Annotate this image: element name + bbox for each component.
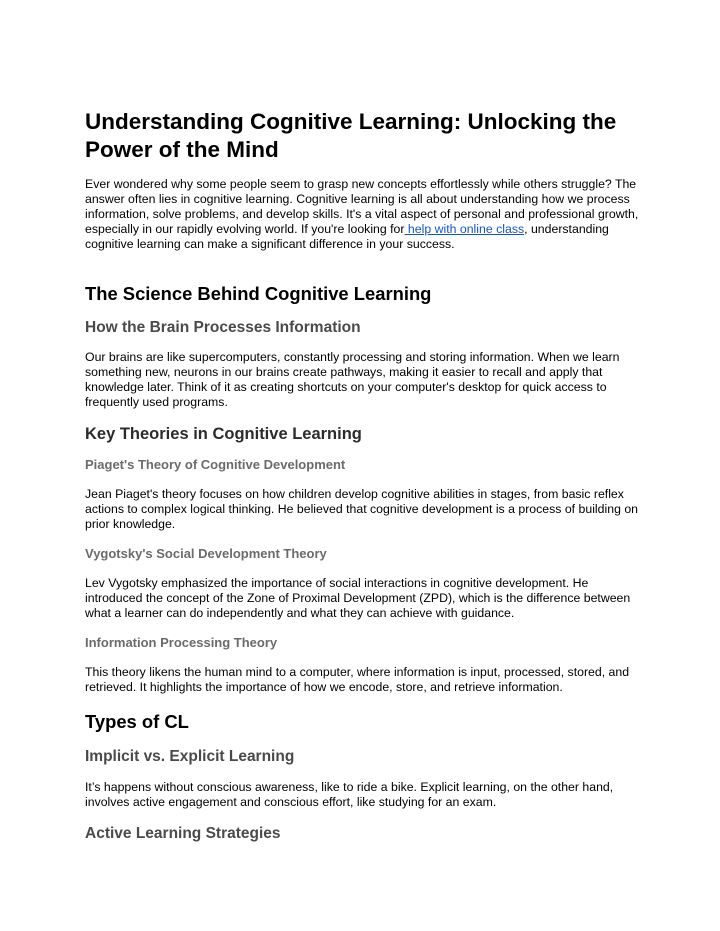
types-heading: Types of CL <box>85 711 189 732</box>
active-learning-heading: Active Learning Strategies <box>85 825 281 842</box>
theories-heading: Key Theories in Cognitive Learning <box>85 425 362 443</box>
brain-heading: How the Brain Processes Information <box>85 319 361 336</box>
implicit-explicit-heading: Implicit vs. Explicit Learning <box>85 748 295 765</box>
page-title: Understanding Cognitive Learning: Unlocking the Power of the Mind <box>85 109 617 162</box>
intro-paragraph <box>85 177 645 252</box>
intro-text-end: , understanding cognitive learning can make a significant difference in your success. <box>85 222 609 251</box>
science-heading: The Science Behind Cognitive Learning <box>85 283 432 304</box>
information-processing-heading: Information Processing Theory <box>85 635 278 650</box>
vygotsky-paragraph: Lev Vygotsky emphasized the importance of social interactions in cognitive development. He introduced the concept of the Zone of Proximal Development (ZPD), which is the difference between what a learner can do independently and what they can achieve with guidance. <box>85 576 631 620</box>
vygotsky-heading: Vygotsky's Social Development Theory <box>85 546 327 561</box>
implicit-explicit-paragraph: It’s happens without conscious awareness, like to ride a bike. Explicit learning, on the other hand, involves active engagement and conscious effort, like studying for an exam. <box>85 780 614 809</box>
information-processing-paragraph: This theory likens the human mind to a computer, where information is input, processed, stored, and retrieved. It highlights the importance of how we encode, store, and retrieve information. <box>85 665 630 694</box>
piaget-paragraph: Jean Piaget's theory focuses on how children develop cognitive abilities in stages, from basic reflex actions to complex logical thinking. He believed that cognitive development is a process of building on prior knowledge. <box>85 487 638 531</box>
intro-text: Ever wondered why some people seem to grasp new concepts effortlessly while others struggle? The answer often lies in cognitive learning. Cognitive learning is all about understanding how we process information, solve problems, and develop skills. It's a vital aspect of personal and professional growth, especially in our rapidly evolving world. If you're looking for <box>85 177 639 236</box>
piaget-heading: Piaget's Theory of Cognitive Development <box>85 457 346 472</box>
brain-paragraph: Our brains are like supercomputers, constantly processing and storing information. When we learn something new, neurons in our brains create pathways, making it easier to recall and apply that knowledge later. Think of it as creating shortcuts on your computer's desktop for quick access to frequently used programs. <box>85 350 620 409</box>
help-with-online-class-link[interactable]: help with online class <box>404 222 525 236</box>
